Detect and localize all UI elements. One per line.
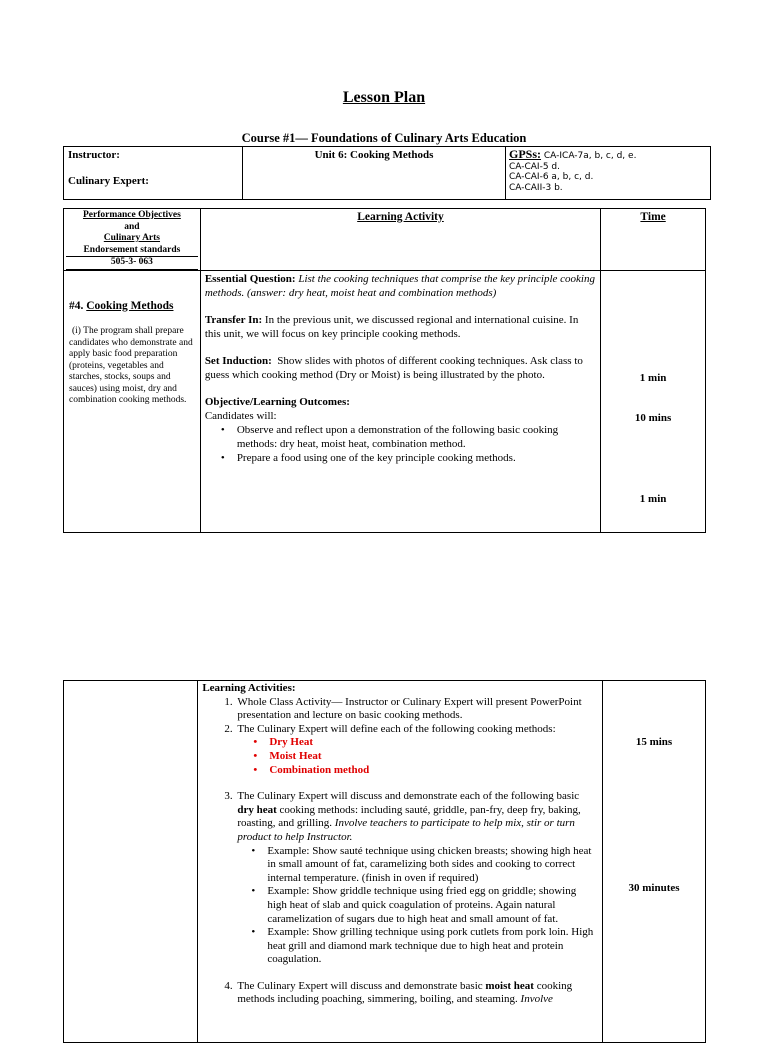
activity-item: 3. The Culinary Expert will discuss and demonstrate each of the following basic dry heat cooking methods: including sauté, griddle, pan-fry, deep fry, baking, roasting, and grilling. Involve teachers to participate to help mix, stir or turn product to help Instructor. • Example: Show sauté technique using chicken breasts; showing high heat in small amount of fat, caramelizing both sides and cooking to correct internal temperature. (finish in oven if required) • Example: Show griddle technique using fried egg on griddle; showing high heat of slab and quick coagulation of proteins. Again natural caramelization of sugars due to high heat and small amount of fat. • Example: Show grilling technique using pork cutlets from pork loin. High heat grill and diamond mark technique due to high heat and protein coagulation. bbox=[235, 790, 597, 980]
activity-item: 4. The Culinary Expert will discuss and demonstrate basic moist heat cooking methods including poaching, simmering, boiling, and steaming. Involve bbox=[235, 980, 597, 1007]
learning-activity-header bbox=[200, 209, 600, 271]
method-item: • Moist Heat bbox=[269, 750, 597, 764]
activity-item: 2. The Culinary Expert will define each of the following cooking methods: • Dry Heat • Moist Heat • Combination method bbox=[235, 723, 597, 790]
gps-cell bbox=[506, 147, 711, 200]
method-item: • Combination method bbox=[269, 764, 597, 778]
cooking-methods-list bbox=[237, 736, 597, 777]
objective-cell bbox=[64, 270, 201, 532]
gps-line-2: CA-CAI-5 d. bbox=[509, 161, 560, 172]
learning-activities-heading: Learning Activities: bbox=[202, 682, 296, 694]
example-item: • Example: Show grilling technique using pork cutlets from pork loin. High heat grill and diamond mark technique due to high heat and protein coagulation. bbox=[267, 926, 597, 967]
objective-body: (i) The program shall prepare candidates who demonstrate and apply basic food preparation (proteins, vegetables and starches, stocks, soups and sauces) using moist, dry and combination cooking methods. bbox=[69, 326, 193, 405]
learning-activity-label: Learning Activity bbox=[357, 211, 444, 223]
dry-heat-examples bbox=[237, 845, 597, 967]
activities-table bbox=[63, 680, 706, 1043]
time-value-2: 10 mins bbox=[634, 411, 672, 424]
unit-label: Unit 6: Cooking Methods bbox=[314, 149, 434, 161]
standard-code: 505-3- 063 bbox=[66, 256, 198, 270]
outcome-item: • Prepare a food using one of the key principle cooking methods. bbox=[237, 451, 595, 465]
unit-cell bbox=[243, 147, 506, 200]
time-value-4: 15 mins bbox=[635, 736, 673, 748]
candidates-will: Candidates will: bbox=[204, 409, 277, 422]
activity-item: 1. Whole Class Activity— Instructor or Culinary Expert will present PowerPoint presentation and lecture on basic cooking methods. bbox=[235, 696, 597, 723]
set-induction: Set Induction: Show slides with photos of different cooking techniques. Ask class to guess which cooking method (Dry or Moist) is being illustrated by the photo. bbox=[204, 354, 583, 381]
activities-list bbox=[202, 696, 597, 1007]
objectives-header-line3: Culinary Arts bbox=[103, 233, 161, 243]
example-item: • Example: Show sauté technique using chicken breasts; showing high heat in small amount of fat, caramelizing both sides and cooking to correct internal temperature. (finish in oven if required) bbox=[267, 845, 597, 886]
objectives-header bbox=[64, 209, 201, 271]
learning-activities-cell bbox=[198, 681, 603, 1043]
objective-title: #4. Cooking Methods bbox=[69, 299, 174, 312]
method-item: • Dry Heat bbox=[269, 736, 597, 750]
activities-time-cell bbox=[603, 681, 706, 1043]
objectives-header-line2: and bbox=[124, 221, 140, 232]
objectives-header-line1: Performance Objectives bbox=[82, 210, 181, 220]
empty-objective-cell bbox=[64, 681, 198, 1043]
objectives-header-line4: Endorsement standards bbox=[83, 244, 181, 255]
outcomes-list bbox=[205, 423, 595, 465]
time-label: Time bbox=[640, 211, 666, 223]
example-item: • Example: Show griddle technique using fried egg on griddle; showing high heat of slab and quick coagulation of proteins. Again natural caramelization of sugars due to high heat and small amount of fat. bbox=[267, 885, 597, 926]
page-title: Lesson Plan bbox=[342, 89, 426, 106]
time-value-1: 1 min bbox=[639, 371, 667, 384]
course-title: Course #1— Foundations of Culinary Arts Education bbox=[241, 131, 527, 145]
gps-line-1: CA-ICA-7a, b, c, d, e. bbox=[543, 151, 637, 161]
gps-label: GPSs: bbox=[509, 147, 542, 161]
time-value-5: 30 minutes bbox=[628, 882, 680, 894]
header-table bbox=[63, 146, 711, 200]
instructor-cell bbox=[64, 147, 243, 200]
activity-cell bbox=[200, 270, 600, 532]
time-value-3: 1 min bbox=[639, 492, 667, 505]
culinary-expert-label: Culinary Expert: bbox=[68, 175, 149, 187]
time-header bbox=[601, 209, 706, 271]
gps-line-4: CA-CAII-3 b. bbox=[509, 182, 563, 193]
outcomes-heading: Objective/Learning Outcomes: bbox=[204, 395, 350, 408]
instructor-label: Instructor: bbox=[68, 149, 120, 161]
gps-line-3: CA-CAI-6 a, b, c, d. bbox=[509, 172, 594, 182]
outcome-item: • Observe and reflect upon a demonstration of the following basic cooking methods: dry heat, moist heat, combination method. bbox=[237, 423, 595, 451]
transfer-in: Transfer In: In the previous unit, we discussed regional and international cuisine. In this unit, we will focus on key principle cooking methods. bbox=[204, 313, 579, 340]
essential-question: Essential Question: List the cooking techniques that comprise the key principle cooking methods. (answer: dry heat, moist heat and combination methods) bbox=[204, 272, 595, 299]
lesson-table bbox=[63, 208, 706, 533]
time-cell bbox=[601, 270, 706, 532]
